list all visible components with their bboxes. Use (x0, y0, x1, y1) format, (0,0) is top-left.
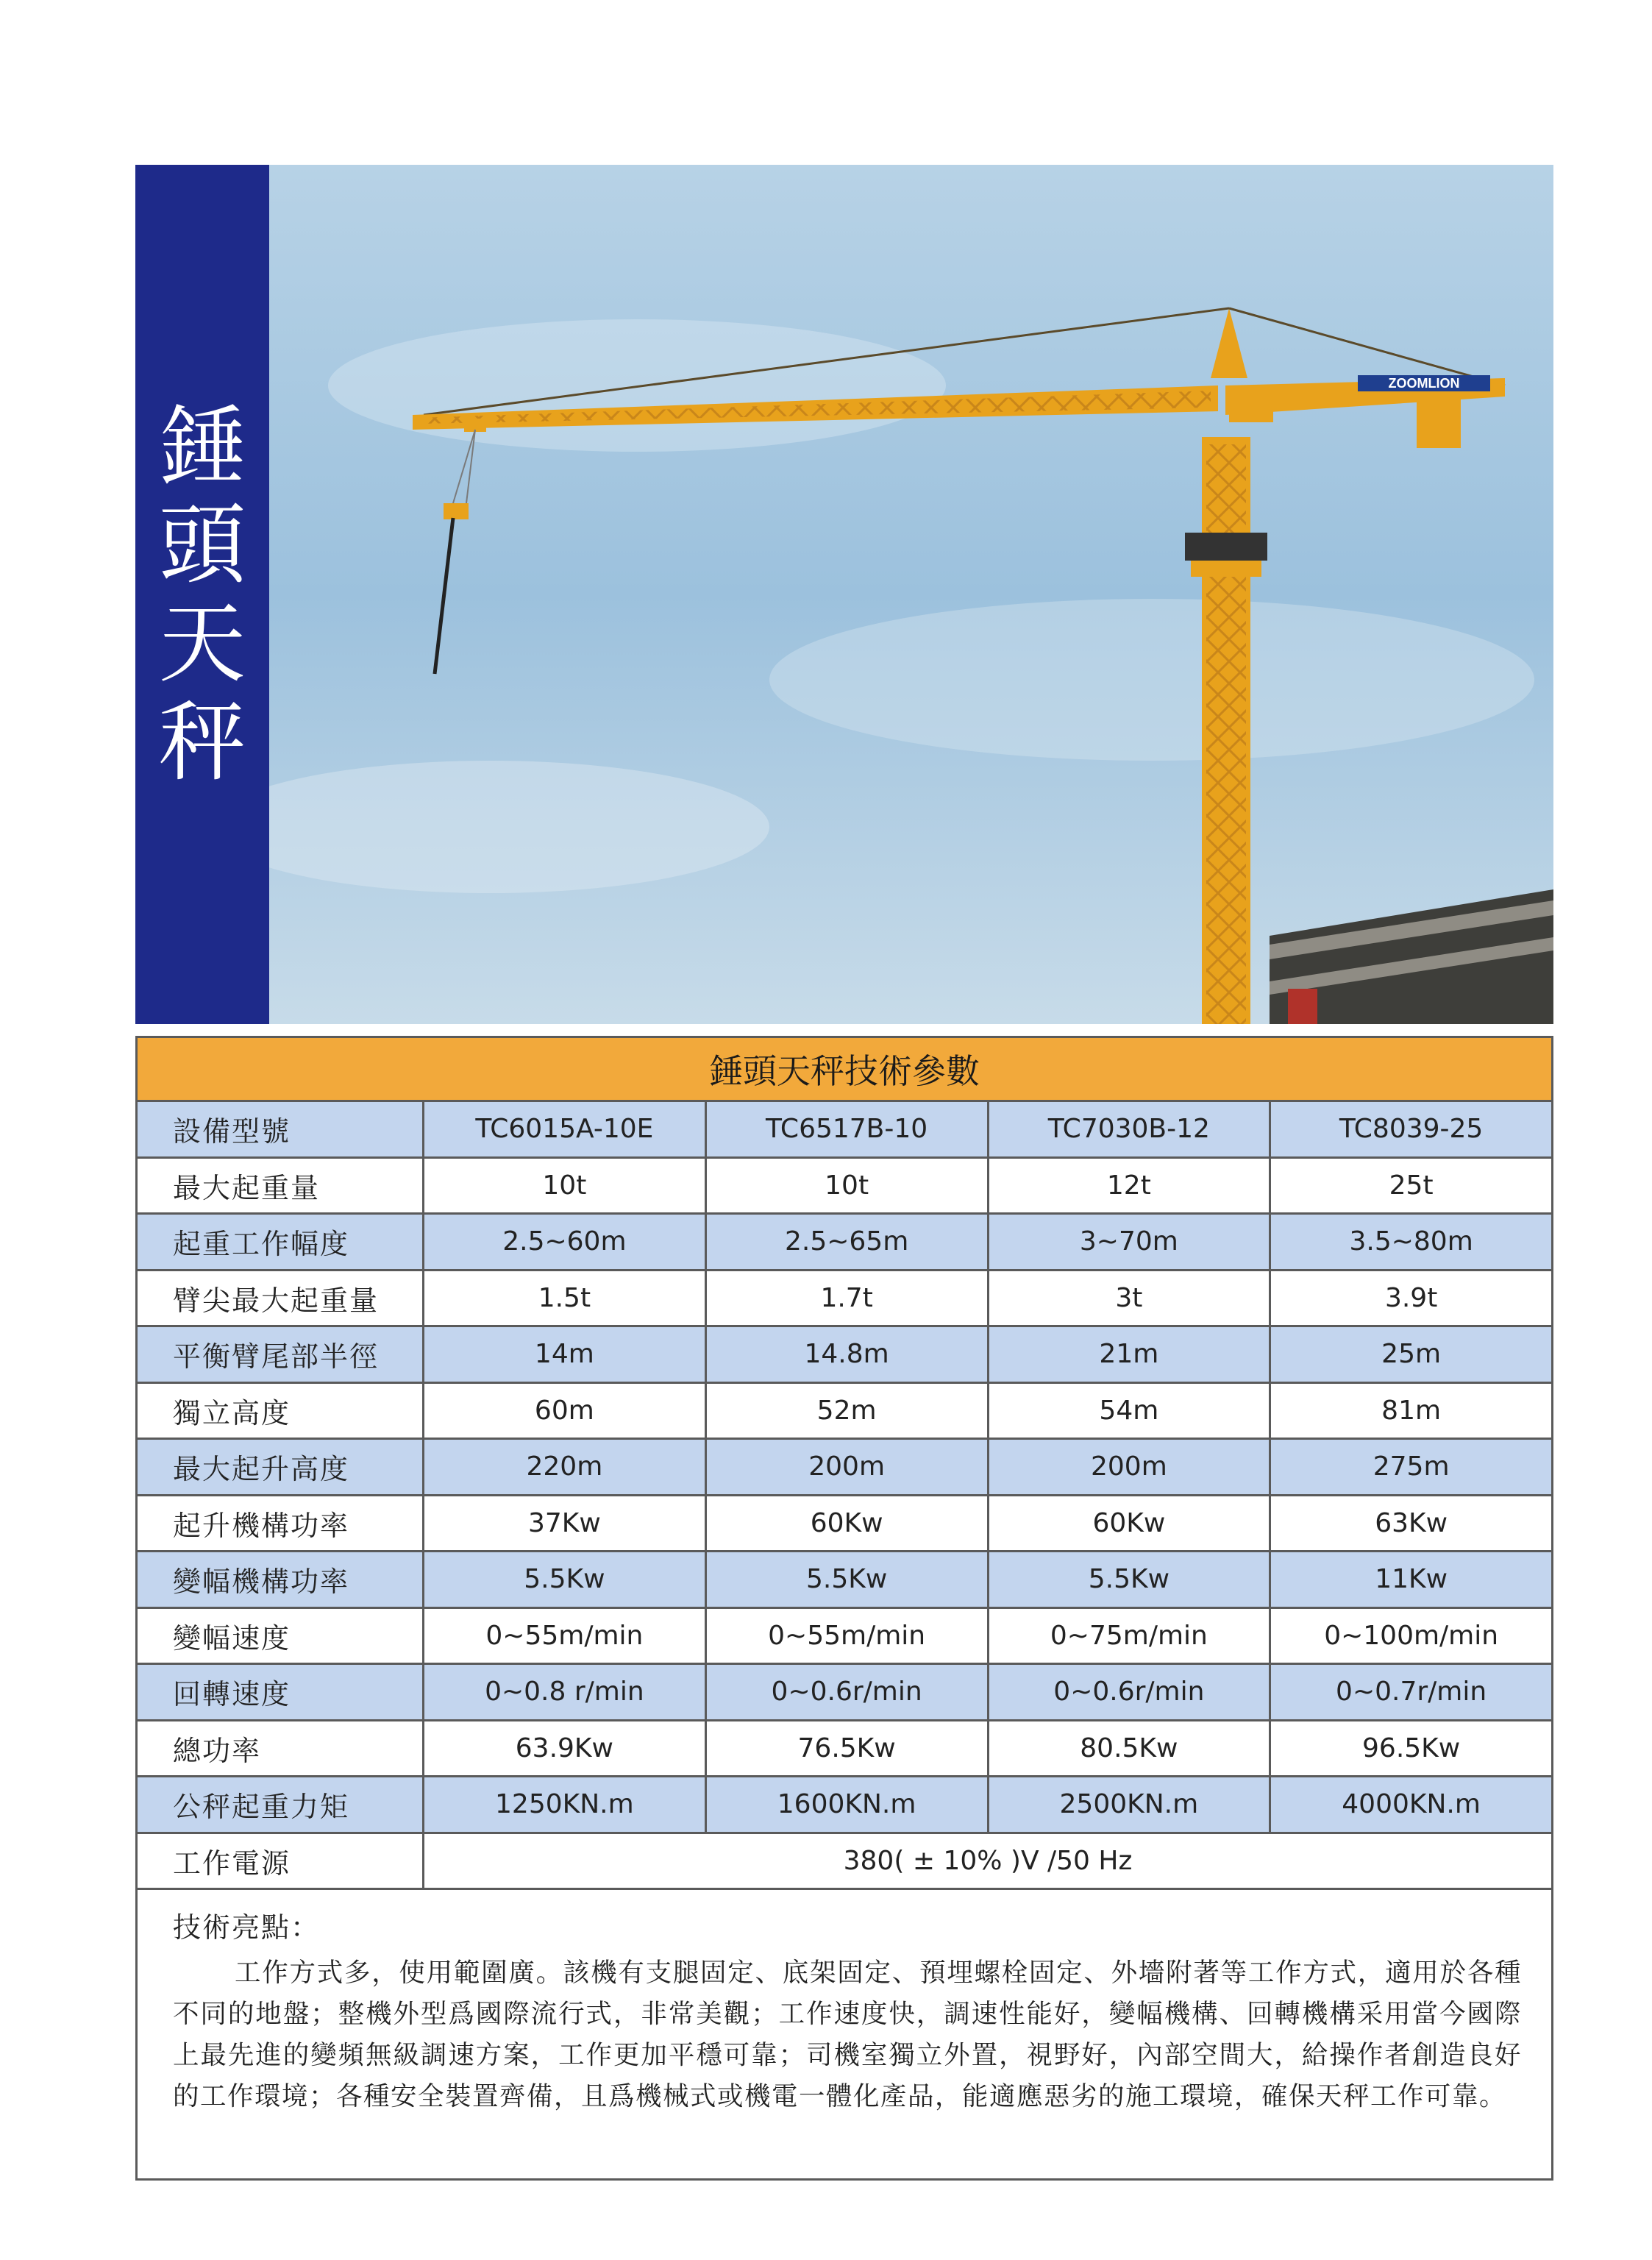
cloud (769, 599, 1534, 761)
cell-value: 14.8m (707, 1327, 989, 1382)
row-label: 臂尖最大起重量 (138, 1271, 424, 1326)
table-row (138, 1721, 1551, 1778)
cell-value: 1600KN.m (707, 1777, 989, 1832)
cell-value: 2.5~60m (424, 1215, 707, 1269)
cell-value: 54m (989, 1384, 1272, 1438)
table-row (138, 1552, 1551, 1609)
brand-logo-text: ZOOMLION (1388, 376, 1460, 391)
cell-value: 63.9Kw (424, 1721, 707, 1776)
table-row (138, 1834, 1551, 1891)
cell-value: 5.5Kw (989, 1552, 1272, 1607)
cell-value: 0~0.8 r/min (424, 1665, 707, 1719)
spec-table (135, 1036, 1553, 2181)
table-row (138, 1215, 1551, 1271)
side-title-char: 秤 (158, 692, 246, 793)
cell-value: 60Kw (707, 1496, 989, 1551)
cell-value: 2500KN.m (989, 1777, 1272, 1832)
cell-value: 21m (989, 1327, 1272, 1382)
spec-table-title: 錘頭天秤技術參數 (138, 1038, 1551, 1102)
cell-value: 80.5Kw (989, 1721, 1272, 1776)
row-label: 獨立高度 (138, 1384, 424, 1438)
cell-value: 25m (1381, 1339, 1442, 1370)
cell-value: 60Kw (989, 1496, 1272, 1551)
crane-illustration (269, 165, 1553, 1024)
sky-background (269, 165, 1553, 1024)
table-row (138, 1327, 1551, 1384)
cell-value: TC6015A-10E (424, 1102, 707, 1156)
cell-value: 76.5Kw (707, 1721, 989, 1776)
cell-value: 0~0.6r/min (707, 1665, 989, 1719)
cell-value: 11Kw (1375, 1564, 1448, 1595)
cell-value: 3~70m (989, 1215, 1272, 1269)
cell-value: 12t (989, 1159, 1272, 1213)
tower-crane-photo (269, 165, 1553, 1024)
cloud (328, 319, 946, 452)
cell-value: 96.5Kw (1362, 1733, 1461, 1763)
row-label: 變幅機構功率 (138, 1552, 424, 1607)
side-title-char: 天 (158, 593, 246, 694)
cell-value: 0~100m/min (1324, 1620, 1499, 1651)
table-row (138, 1496, 1551, 1553)
cell-value: 2.5~65m (707, 1215, 989, 1269)
cell-value: 1.7t (707, 1271, 989, 1326)
cell-value: 14m (424, 1327, 707, 1382)
cell-value: 1.5t (424, 1271, 707, 1326)
row-label: 工作電源 (138, 1834, 424, 1888)
cell-value: 63Kw (1375, 1507, 1448, 1538)
highlights-section (138, 1890, 1551, 2117)
cell-value: 0~55m/min (707, 1609, 989, 1663)
table-row (138, 1384, 1551, 1440)
row-label: 總功率 (138, 1721, 424, 1776)
row-label: 平衡臂尾部半徑 (138, 1327, 424, 1382)
cell-value: 3.9t (1384, 1282, 1438, 1313)
cell-value: 60m (424, 1384, 707, 1438)
cell-value: 0~55m/min (424, 1609, 707, 1663)
cell-value: 4000KN.m (1342, 1789, 1481, 1820)
table-row (138, 1440, 1551, 1496)
cell-value: 200m (989, 1440, 1272, 1494)
row-label: 最大起重量 (138, 1159, 424, 1213)
cell-value: 3t (989, 1271, 1272, 1326)
cell-value: 10t (424, 1159, 707, 1213)
side-title-char: 頭 (158, 494, 246, 596)
cell-value: 275m (1372, 1451, 1450, 1482)
table-row (138, 1777, 1551, 1834)
cell-value: 3.5~80m (1349, 1226, 1473, 1257)
cell-value: 25t (1389, 1170, 1434, 1201)
cell-value: 81m (1381, 1395, 1442, 1426)
cell-value: 5.5Kw (707, 1552, 989, 1607)
cell-value: 10t (707, 1159, 989, 1213)
cell-value: TC6517B-10 (707, 1102, 989, 1156)
cell-value: 200m (707, 1440, 989, 1494)
table-row (138, 1271, 1551, 1328)
cell-value: 0~75m/min (989, 1609, 1272, 1663)
table-row (138, 1609, 1551, 1666)
row-label: 最大起升高度 (138, 1440, 424, 1494)
table-row (138, 1159, 1551, 1215)
side-title-char: 錘 (158, 396, 246, 497)
cell-value: 5.5Kw (424, 1552, 707, 1607)
cell-value: TC7030B-12 (989, 1102, 1272, 1156)
row-label: 設備型號 (138, 1102, 424, 1156)
side-title-band (135, 165, 269, 1024)
row-label: 公秤起重力矩 (138, 1777, 424, 1832)
cell-value: 52m (707, 1384, 989, 1438)
cell-value: TC8039-25 (1339, 1114, 1484, 1145)
highlights-body: 工作方式多，使用範圍廣。該機有支腿固定、底架固定、預埋螺栓固定、外墻附著等工作方式，適用於各種不同的地盤；整機外型爲國際流行式，非常美觀；工作速度快，調速性能好，變幅機構、回轉機構采用當今國際上最先進的變頻無級調速方案，工作更加平穩可靠；司機室獨立外置，視野好，內部空間大，給操作者創造良好的工作環境；各種安全裝置齊備，且爲機械式或機電一體化產品，能適應惡劣的施工環境，確保天秤工作可靠。 (173, 1958, 1522, 2111)
row-label: 起重工作幅度 (138, 1215, 424, 1269)
cell-value: 37Kw (424, 1496, 707, 1551)
highlights-title: 技術亮點： (173, 1911, 321, 1944)
row-label: 變幅速度 (138, 1609, 424, 1663)
table-row (138, 1102, 1551, 1159)
cell-value: 0~0.7r/min (1336, 1677, 1487, 1708)
cell-value: 1250KN.m (424, 1777, 707, 1832)
cell-value: 220m (424, 1440, 707, 1494)
row-label: 回轉速度 (138, 1665, 424, 1719)
row-label: 起升機構功率 (138, 1496, 424, 1551)
cell-value: 0~0.6r/min (989, 1665, 1272, 1719)
table-row (138, 1665, 1551, 1721)
power-supply-value: 380( ± 10% )V /50 Hz (843, 1845, 1133, 1876)
